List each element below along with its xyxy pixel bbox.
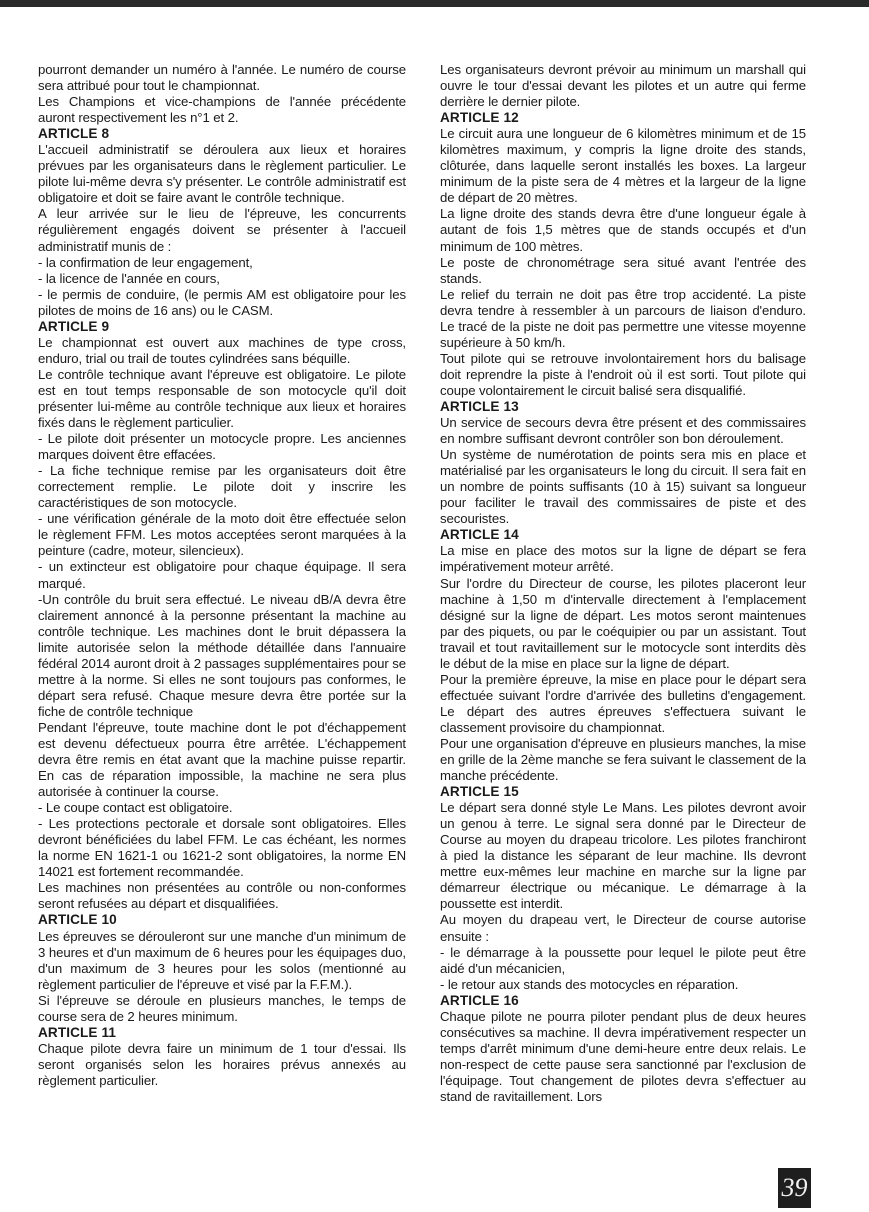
- article-heading: ARTICLE 16: [440, 992, 519, 1008]
- paragraph: Le circuit aura une longueur de 6 kilomètres minimum et de 15 kilomètres maximum, y compris la ligne droite des stands, clôturée, dans laquelle seront installés les boxes. La largeur minimum de la piste sera de 4 mètres et la largeur de la ligne de départ de 20 mètres.: [440, 126, 806, 206]
- paragraph: - Le pilote doit présenter un motocycle propre. Les anciennes marques doivent être effacées.: [38, 431, 406, 463]
- paragraph: - la licence de l'année en cours,: [38, 270, 220, 286]
- paragraph: Le poste de chronométrage sera situé avant l'entrée des stands.: [440, 254, 806, 286]
- article-heading: ARTICLE 12: [440, 110, 519, 126]
- paragraph: Pendant l'épreuve, toute machine dont le pot d'échappement est devenu défectueux pourra être arrêtée. L'échappement devra être remis en état avant que la machine puisse repartir. En cas de réparation impossible, la machine ne sera plus autorisée à continuer la course.: [38, 719, 406, 800]
- article-heading: ARTICLE 8: [38, 126, 110, 142]
- article-heading: ARTICLE 10: [38, 912, 117, 928]
- page-number: 39: [778, 1168, 811, 1208]
- paragraph: Pour la première épreuve, la mise en place pour le départ sera effectuée suivant l'ordre d'arrivée des bulletins d'engagement. Le départ des autres épreuves s'effectuera suivant le classement provisoire du championnat.: [440, 671, 806, 735]
- paragraph: - La fiche technique remise par les organisateurs doit être correctement remplie. Le pilote doit y inscrire les caractéristiques de son motocycle.: [38, 463, 406, 511]
- article-heading: ARTICLE 15: [440, 784, 519, 800]
- paragraph: Les machines non présentées au contrôle ou non-conformes seront refusées au départ et disqualifiées.: [38, 880, 406, 912]
- paragraph: - Les protections pectorale et dorsale sont obligatoires. Elles devront bénéficiées du label FFM. Le cas échéant, les normes la norme EN 1621-1 ou 1621-2 sont obligatoires, la norme EN 14021 est fortement recommandée.: [38, 816, 406, 880]
- paragraph: -Un contrôle du bruit sera effectué. Le niveau dB/A devra être clairement annoncé à la personne présentant la machine au contrôle technique. Les machines dont le bruit dépassera la limite autorisée selon la méthode détaillée dans l'annuaire fédéral 2014 auront droit à 2 passages supplémentaires pour se mettre à la norme. Si elles ne sont toujours pas conformes, le départ sera refusé. Chaque mesure devra être portée sur la fiche de contrôle technique: [38, 591, 406, 719]
- paragraph: Les organisateurs devront prévoir au minimum un marshall qui ouvre le tour d'essai devant les pilotes et un autre qui ferme derrière le dernier pilote.: [440, 62, 806, 110]
- paragraph: Le championnat est ouvert aux machines de type cross, enduro, trial ou trail de toutes cylindrées sans béquille.: [38, 334, 406, 366]
- paragraph: La mise en place des motos sur la ligne de départ se fera impérativement moteur arrêté.: [440, 543, 806, 575]
- paragraph: Au moyen du drapeau vert, le Directeur de course autorise ensuite :: [440, 912, 806, 944]
- top-border-rule: [0, 0, 869, 7]
- paragraph: Tout pilote qui se retrouve involontairement hors du balisage doit reprendre la piste à l'endroit où il est sorti. Tout pilote qui coupe volontairement le circuit balisé sera disqualifié.: [440, 350, 806, 398]
- paragraph: Le départ sera donné style Le Mans. Les pilotes devront avoir un genou à terre. Le signal sera donné par le Directeur de Course au moyen du drapeau tricolore. Les pilotes franchiront à pied la distance les séparant de leur machine. Ils devront mettre eux-mêmes leur machine en marche sur la ligne par démarreur électrique ou mécanique. Le démarrage à la poussette est interdit.: [440, 800, 806, 912]
- paragraph: Les Champions et vice-champions de l'année précédente auront respectivement les n°1 et 2.: [38, 94, 406, 126]
- paragraph: - la confirmation de leur engagement,: [38, 254, 253, 270]
- article-heading: ARTICLE 9: [38, 318, 110, 334]
- paragraph: La ligne droite des stands devra être d'une longueur égale à autant de fois 1,5 mètres que de stands occupés et d'un minimum de 100 mètres.: [440, 206, 806, 254]
- paragraph: - le permis de conduire, (le permis AM est obligatoire pour les pilotes de moins de 16 ans) ou le CASM.: [38, 286, 406, 318]
- paragraph: Les épreuves se dérouleront sur une manche d'un minimum de 3 heures et d'un maximum de 6 heures pour les équipages duo, d'un maximum de 3 heures pour les solos (mentionné au règlement particulier de l'épreuve et visé par la F.F.M.).: [38, 928, 406, 992]
- paragraph: - une vérification générale de la moto doit être effectuée selon le règlement FFM. Les motos acceptées seront marquées à la peinture (cadre, moteur, silencieux).: [38, 511, 406, 559]
- article-heading: ARTICLE 13: [440, 398, 519, 414]
- paragraph: - Le coupe contact est obligatoire.: [38, 800, 233, 816]
- paragraph: - le retour aux stands des motocycles en réparation.: [440, 976, 739, 992]
- paragraph: - le démarrage à la poussette pour lequel le pilote peut être aidé d'un mécanicien,: [440, 944, 806, 976]
- paragraph: Un service de secours devra être présent et des commissaires en nombre suffisant devront contrôler son bon déroulement.: [440, 415, 806, 447]
- paragraph: pourront demander un numéro à l'année. Le numéro de course sera attribué pour tout le championnat.: [38, 62, 406, 94]
- paragraph: Si l'épreuve se déroule en plusieurs manches, le temps de course sera de 2 heures minimum.: [38, 992, 406, 1024]
- paragraph: - un extincteur est obligatoire pour chaque équipage. Il sera marqué.: [38, 559, 406, 591]
- article-heading: ARTICLE 11: [38, 1024, 117, 1040]
- paragraph: Un système de numérotation de points sera mis en place et matérialisé par les organisateurs le long du circuit. Il sera fait en un nombre de points suffisants (10 à 15) suivant sa longueur pour faciliter le travail des commissaires de piste et des secouristes.: [440, 447, 806, 527]
- paragraph: A leur arrivée sur le lieu de l'épreuve, les concurrents régulièrement engagés doivent se présenter à l'accueil administratif munis de :: [38, 206, 406, 254]
- left-text-column: [38, 62, 406, 1089]
- paragraph: Le relief du terrain ne doit pas être trop accidenté. La piste devra tendre à ressembler à un parcours de liaison d'enduro. Le tracé de la piste ne doit pas permettre une vitesse moyenne supérieure à 50 km/h.: [440, 286, 806, 350]
- paragraph: Chaque pilote devra faire un minimum de 1 tour d'essai. Ils seront organisés selon les horaires prévus annexés au règlement particulier.: [38, 1040, 406, 1088]
- right-text-column: [440, 62, 806, 1105]
- paragraph: Sur l'ordre du Directeur de course, les pilotes placeront leur machine à 1,50 m d'intervalle directement à l'emplacement désigné sur la ligne de départ. Les motos seront maintenues par des piquets, ou par le coéquipier ou par un assistant. Tout travail et tout ravitaillement sur le motocycle sont interdits dès le début de la mise en place sur la ligne de départ.: [440, 575, 806, 671]
- paragraph: Pour une organisation d'épreuve en plusieurs manches, la mise en grille de la 2ème manche se fera suivant le classement de la manche précédente.: [440, 735, 806, 784]
- paragraph: L'accueil administratif se déroulera aux lieux et horaires prévues par les organisateurs dans le règlement particulier. Le pilote lui-même devra s'y présenter. Le contrôle administratif est obligatoire et doit se faire avant le contrôle technique.: [38, 142, 406, 206]
- article-heading: ARTICLE 14: [440, 527, 519, 543]
- paragraph: Le contrôle technique avant l'épreuve est obligatoire. Le pilote est en tout temps responsable de son motocycle qu'il doit présenter lui-même au contrôle technique aux lieux et horaires fixés dans le règlement particulier.: [38, 366, 406, 431]
- paragraph: Chaque pilote ne pourra piloter pendant plus de deux heures consécutives sa machine. Il devra impérativement respecter un temps d'arrêt minimum d'une demi-heure entre deux relais. Le non-respect de cette pause sera sanctionné par l'exclusion de l'équipage. Tout changement de pilotes devra s'effectuer au stand de ravitaillement. Lors: [440, 1008, 806, 1104]
